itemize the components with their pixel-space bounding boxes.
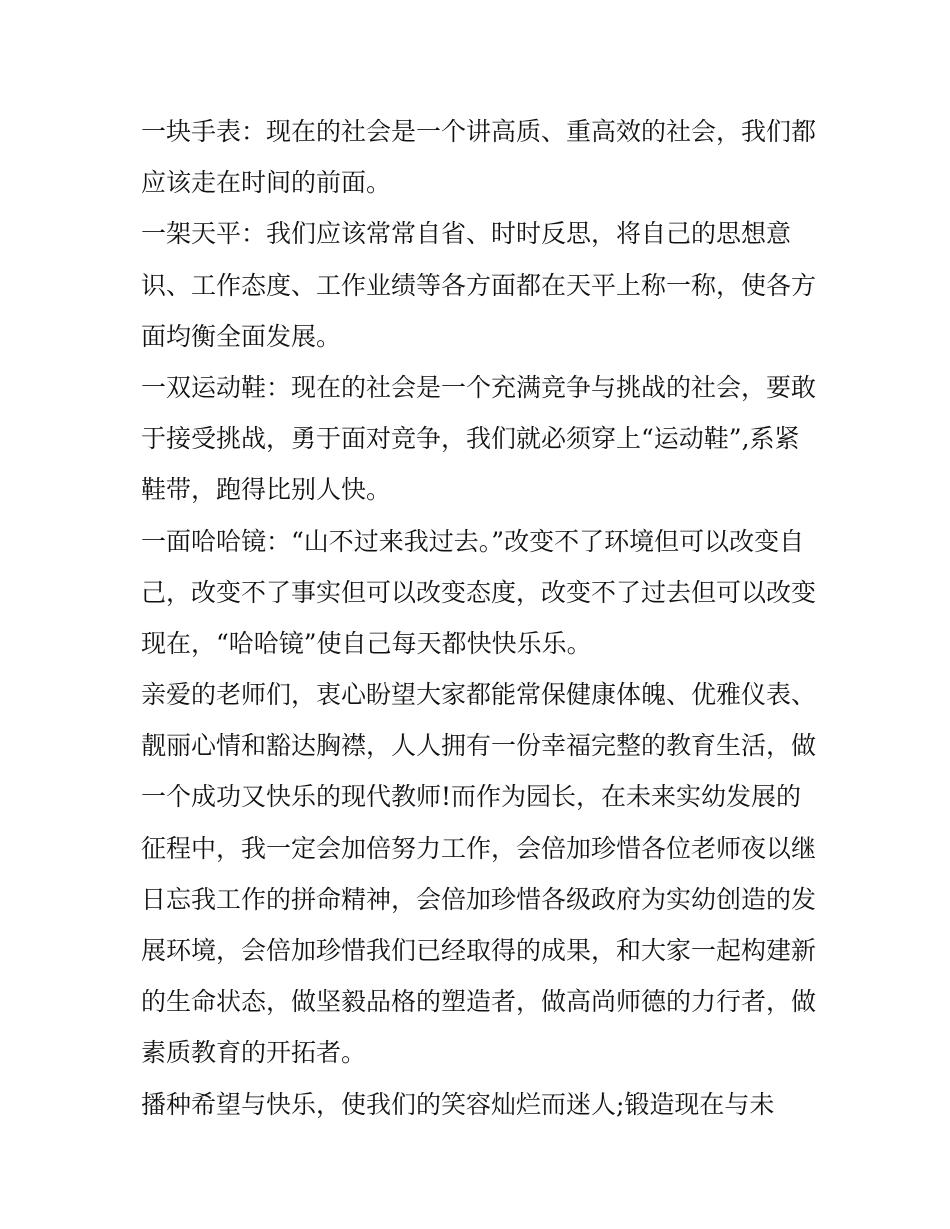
text-line: 亲爱的老师们，衷心盼望大家都能常保健康体魄、优雅仪表、: [141, 680, 817, 710]
text-line: 一个成功又快乐的现代教师!而作为园长，在未来实幼发展的: [141, 782, 802, 812]
text-line: 日忘我工作的拼命精神，会倍加珍惜各级政府为实幼创造的发: [141, 884, 817, 914]
body-text: [141, 106, 821, 1130]
text-line: 面均衡全面发展。: [141, 321, 342, 351]
text-line: 一面哈哈镜：“山不过来我过去。”改变不了环境但可以改变自: [141, 526, 805, 556]
text-line: 应该走在时间的前面。: [141, 168, 392, 198]
text-line: 一双运动鞋：现在的社会是一个充满竞争与挑战的社会，要敢: [141, 372, 817, 402]
text-line: 于接受挑战，勇于面对竞争，我们就必须穿上“运动鞋”,系紧: [141, 424, 800, 454]
text-line: 一架天平：我们应该常常自省、时时反思，将自己的思想意: [141, 219, 792, 249]
text-line: 一块手表：现在的社会是一个讲高质、重高效的社会，我们都: [141, 117, 817, 146]
text-line: 己，改变不了事实但可以改变态度，改变不了过去但可以改变: [141, 577, 817, 607]
text-line: 靓丽心情和豁达胸襟，人人拥有一份幸福完整的教育生活，做: [141, 731, 817, 761]
text-line: 现在，“哈哈镜”使自己每天都快快乐乐。: [141, 628, 592, 658]
text-line: 展环境，会倍加珍惜我们已经取得的成果，和大家一起构建新: [141, 936, 817, 965]
text-line: 素质教育的开拓者。: [141, 1038, 367, 1068]
text-line: 播种希望与快乐，使我们的笑容灿烂而迷人;锻造现在与未: [141, 1089, 775, 1119]
text-line: 征程中，我一定会加倍努力工作，会倍加珍惜各位老师夜以继: [141, 833, 817, 863]
text-line: 鞋带，跑得比别人快。: [141, 475, 392, 505]
text-line: 的生命状态，做坚毅品格的塑造者，做高尚师德的力行者，做: [141, 987, 817, 1017]
text-line: 识、工作态度、工作业绩等各方面都在天平上称一称，使各方: [141, 270, 817, 300]
